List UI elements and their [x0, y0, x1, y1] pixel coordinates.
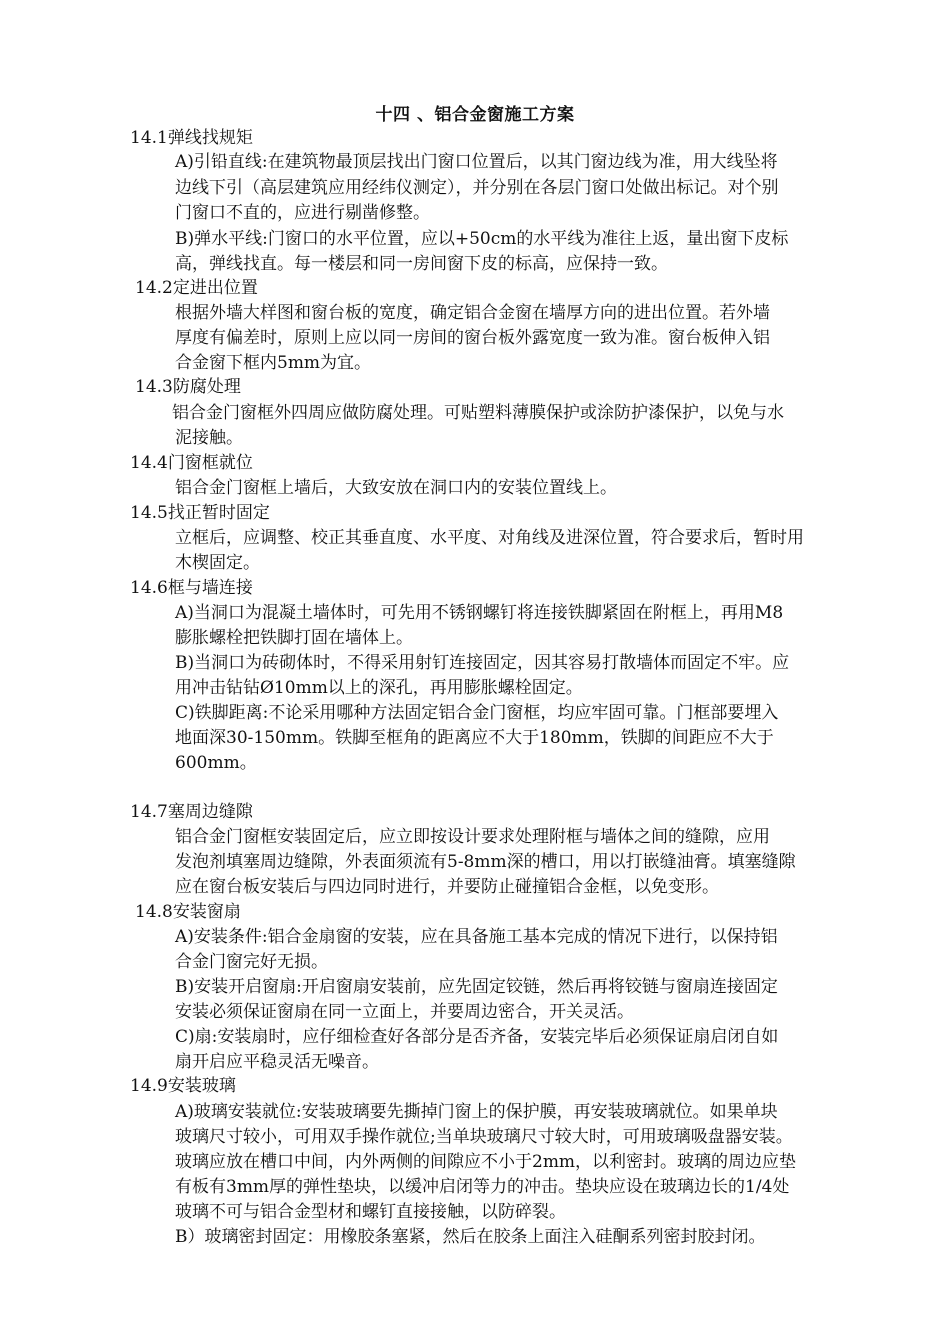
paragraph-line: A)当洞口为混凝土墙体时，可先用不锈钢螺钉将连接铁脚紧固在附框上，再用M8: [175, 603, 784, 623]
paragraph-line: 合金门窗完好无损。: [175, 952, 328, 972]
paragraph-line: 600mm。: [175, 753, 257, 773]
paragraph-line: 合金窗下框内5mm为宜。: [175, 353, 372, 373]
paragraph-line: A)安装条件:铝合金扇窗的安装，应在具备施工基本完成的情况下进行，以保持铝: [175, 927, 778, 947]
section-heading: 14.2定进出位置: [135, 278, 258, 298]
paragraph-line: B)弹水平线:门窗口的水平位置，应以+50cm的水平线为准往上返，量出窗下皮标: [175, 229, 789, 249]
paragraph-line: C)铁脚距离:不论采用哪种方法固定铝合金门窗框，均应牢固可靠。门框部要埋入: [175, 703, 779, 723]
paragraph-line: 安装必须保证窗扇在同一立面上，并要周边密合，开关灵活。: [175, 1002, 634, 1022]
paragraph-line: 玻璃不可与铝合金型材和螺钉直接接触，以防碎裂。: [175, 1202, 566, 1222]
paragraph-line: 发泡剂填塞周边缝隙，外表面须流有5-8mm深的槽口，用以打嵌缝油膏。填塞缝隙: [175, 852, 796, 872]
paragraph-line: 根据外墙大样图和窗台板的宽度，确定铝合金窗在墙厚方向的进出位置。若外墙: [175, 303, 770, 323]
paragraph-line: 木楔固定。: [175, 553, 260, 573]
paragraph-line: 铝合金门窗框上墙后，大致安放在洞口内的安装位置线上。: [175, 478, 617, 498]
section-heading: 14.8安装窗扇: [135, 902, 241, 922]
paragraph-line: 门窗口不直的，应进行剔凿修整。: [175, 203, 430, 223]
paragraph-line: 泥接触。: [175, 428, 243, 448]
paragraph-line: 铝合金门窗框安装固定后，应立即按设计要求处理附框与墙体之间的缝隙，应用: [175, 827, 770, 847]
paragraph-line: A)引铅直线:在建筑物最顶层找出门窗口位置后，以其门窗边线为准，用大线坠将: [175, 152, 778, 172]
section-heading: 14.4门窗框就位: [130, 453, 253, 473]
paragraph-line: 膨胀螺栓把铁脚打固在墙体上。: [175, 628, 413, 648]
paragraph-line: 玻璃应放在槽口中间，内外两侧的间隙应不小于2mm，以利密封。玻璃的周边应垫: [175, 1152, 797, 1172]
section-heading: 14.7塞周边缝隙: [130, 802, 253, 822]
paragraph-line: B）玻璃密封固定：用橡胶条塞紧，然后在胶条上面注入硅酮系列密封胶封闭。: [175, 1227, 766, 1247]
section-heading: 14.9安装玻璃: [130, 1076, 236, 1096]
paragraph-line: 地面深30-150mm。铁脚至框角的距离应不大于180mm，铁脚的间距应不大于: [175, 728, 774, 748]
section-heading: 14.3防腐处理: [135, 377, 241, 397]
paragraph-line: 扇开启应平稳灵活无噪音。: [175, 1052, 379, 1072]
paragraph-line: 高，弹线找直。每一楼层和同一房间窗下皮的标高，应保持一致。: [175, 254, 668, 274]
document-title: 十四 、铝合金窗施工方案: [375, 105, 575, 125]
paragraph-line: 应在窗台板安装后与四边同时进行，并要防止碰撞铝合金框，以免变形。: [175, 877, 719, 897]
paragraph-line: C)扇:安装扇时，应仔细检查好各部分是否齐备，安装完毕后必须保证扇启闭自如: [175, 1027, 779, 1047]
paragraph-line: 玻璃尺寸较小，可用双手操作就位;当单块玻璃尺寸较大时，可用玻璃吸盘器安装。: [175, 1127, 793, 1147]
paragraph-line: 立框后，应调整、校正其垂直度、水平度、对角线及进深位置，符合要求后，暂时用: [175, 528, 804, 548]
paragraph-line: 有板有3mm厚的弹性垫块，以缓冲启闭等力的冲击。垫块应设在玻璃边长的1/4处: [175, 1177, 790, 1197]
paragraph-line: A)玻璃安装就位:安装玻璃要先撕掉门窗上的保护膜，再安装玻璃就位。如果单块: [175, 1102, 778, 1122]
section-heading: 14.1弹线找规矩: [130, 128, 253, 148]
paragraph-line: 边线下引（高层建筑应用经纬仪测定），并分别在各层门窗口处做出标记。对个别: [175, 178, 779, 198]
paragraph-line: 铝合金门窗框外四周应做防腐处理。可贴塑料薄膜保护或涂防护漆保护，以免与水: [172, 403, 784, 423]
paragraph-line: B)安装开启窗扇:开启窗扇安装前，应先固定铰链，然后再将铰链与窗扇连接固定: [175, 977, 778, 997]
paragraph-line: 厚度有偏差时，原则上应以同一房间的窗台板外露宽度一致为准。窗台板伸入铝: [175, 328, 770, 348]
paragraph-line: B)当洞口为砖砌体时，不得采用射钉连接固定，因其容易打散墙体而固定不牢。应: [175, 653, 790, 673]
section-heading: 14.6框与墙连接: [130, 578, 253, 598]
paragraph-line: 用冲击钻钻Ø10mm以上的深孔，再用膨胀螺栓固定。: [175, 678, 583, 698]
section-heading: 14.5找正暂时固定: [130, 503, 270, 523]
